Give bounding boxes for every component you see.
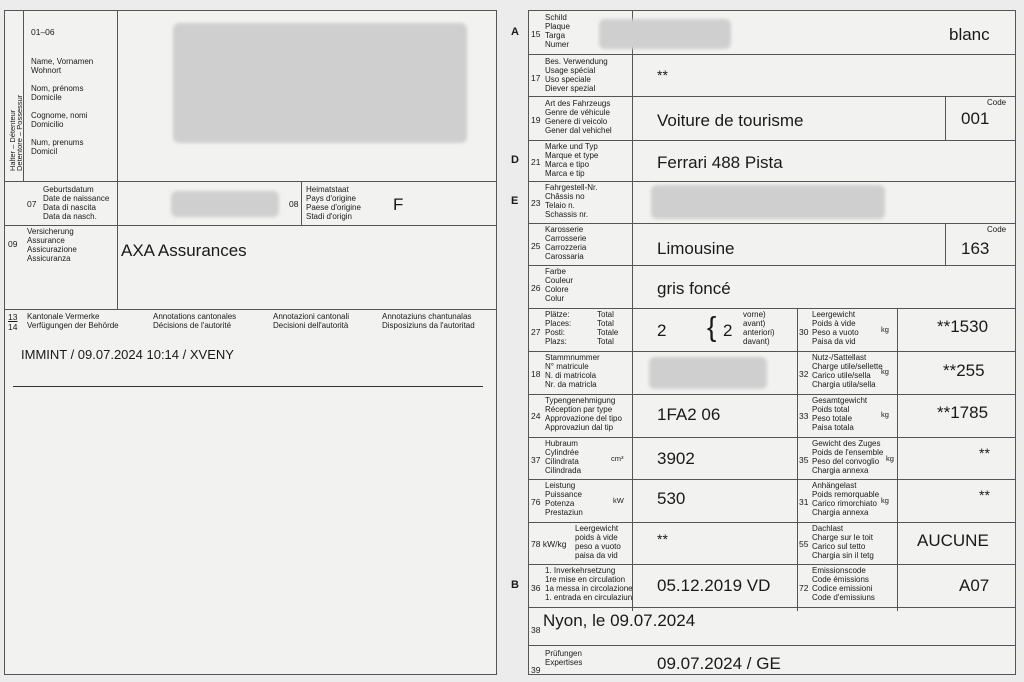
field-31-number: 31 [799,497,809,507]
field-72-label: Emissionscode Code émissions Codice emissioni Code d'emissiuns [812,566,875,602]
field-30-label: Leergewicht Poids à vide Peso a vuoto Paisa da vid [812,310,859,346]
registration-left-page [4,10,497,675]
plate-redacted [599,19,731,49]
field-09-label: Versicherung Assurance Assicurazione Assicuranza [27,227,77,263]
holder-name-redacted [173,23,467,143]
field-76-unit: kW [613,496,624,505]
field-14-number: 14 [8,322,18,332]
field-26-number: 26 [531,283,541,293]
field-0106-label: Name, Vornamen Wohnort Nom, prénoms Domicile Cognome, nomi Domicilio Num, prenums Domicil [31,57,94,156]
field-36-label: 1. Inverkehrsetzung 1re mise en circulation 1a messa in circolazione 1. entrada en circulaziun [545,566,633,602]
field-19-code: 001 [961,109,990,128]
field-31-value: ** [979,487,990,503]
field-18-label: Stammnummer N° matricule N. di matricola Nr. da matricla [545,353,600,389]
annotations-label-it: Annotazioni cantonali Decisioni dell'autorità [273,312,350,330]
annotations-value: IMMINT / 09.07.2024 10:14 / XVENY [21,347,234,362]
field-35-value: ** [979,445,990,461]
field-30-value: **1530 [937,317,989,336]
field-37-unit: cm³ [611,454,624,463]
field-33-number: 33 [799,411,809,421]
field-23-label: Fahrgestell-Nr. Châssis no Telaio n. Schassis nr. [545,183,598,219]
field-27-label-front: vorne) avant) anteriori) davant) [743,310,775,346]
registration-right-page [511,10,1016,675]
field-08-label: Heimatstaat Pays d'origine Paese d'origine Stadi d'origin [306,185,361,221]
field-30-unit: kg [881,325,889,334]
field-25-code: 163 [961,239,990,258]
field-09-value: AXA Assurances [121,241,247,260]
field-13-number: 13 [8,312,18,322]
field-25-label: Karosserie Carrosserie Carrozzeria Carossaria [545,225,587,261]
field-35-number: 35 [799,455,809,465]
field-25-number: 25 [531,241,541,251]
matricule-redacted [649,357,767,389]
field-19-value: Voiture de tourisme [657,111,804,130]
brace: { [707,311,717,342]
chassis-redacted [651,185,885,219]
field-27-value-front: 2 [723,321,733,340]
annotations-label-fr: Annotations cantonales Décisions de l'autorité [153,312,237,330]
field-08-number: 08 [289,199,299,209]
field-30-number: 30 [799,327,809,337]
field-39-number: 39 [531,665,541,675]
field-35-unit: kg [886,454,894,463]
field-26-label: Farbe Couleur Colore Colur [545,267,574,303]
field-21-value: Ferrari 488 Pista [657,153,783,172]
field-78-label: Leergewicht poids à vide peso a vuoto paisa da vid [575,524,621,560]
field-72-value: A07 [959,576,990,595]
field-38-value: Nyon, le 09.07.2024 [543,611,696,630]
field-36-number: 36 [531,583,541,593]
field-36-value: 05.12.2019 VD [657,576,771,595]
field-55-label: Dachlast Charge sur le toit Carico sul tetto Chargia sin il tetg [812,524,874,560]
field-17-number: 17 [531,73,541,83]
field-72-number: 72 [799,583,809,593]
field-19-label: Art des Fahrzeugs Genre de véhicule Genere di veicolo Gener dal vehichel [545,99,612,135]
field-15-label: Schild Plaque Targa Numer [545,13,570,49]
field-39-label: Prüfungen Expertises [545,649,583,667]
field-39-value: 09.07.2024 / GE [657,654,781,673]
annotations-label-rm: Annotaziuns chantunalas Disposiziuns da l'autoritad [382,312,475,330]
field-09-number: 09 [8,239,18,249]
field-15-value: blanc [949,25,990,44]
field-78-value: ** [657,531,668,547]
field-76-number: 76 [531,497,541,507]
field-25-code-label: Code [987,225,1007,234]
field-27-label: Plätze: Places: Posti: Plazs: [545,310,572,346]
field-24-value: 1FA2 06 [657,405,721,424]
field-33-unit: kg [881,410,889,419]
field-26-value: gris foncé [657,279,731,298]
field-19-code-label: Code [987,98,1007,107]
field-15-letter: A [511,26,519,38]
field-24-label: Typengenehmigung Réception par type Approvazione del tipo Approvaziun dal tip [545,396,622,432]
field-07-number: 07 [27,199,37,209]
field-17-value: ** [657,67,668,83]
field-37-number: 37 [531,455,541,465]
field-17-label: Bes. Verwendung Usage spécial Uso speciale Diever spezial [545,57,608,93]
field-07-label: Geburtsdatum Date de naissance Data di nascita Data da nasch. [43,185,110,221]
field-0106-number: 01–06 [31,27,55,37]
annotations-label-de: Kantonale Vermerke Verfügungen der Behörde [27,312,119,330]
field-18-number: 18 [531,369,541,379]
field-21-letter: D [511,154,519,166]
field-27-number: 27 [531,327,541,337]
holder-vertical-label-2: Detentore – Possessur [15,94,24,171]
field-25-value: Limousine [657,239,735,258]
field-76-value: 530 [657,489,686,508]
field-15-number: 15 [531,29,541,39]
field-27-value: 2 [657,321,667,340]
field-55-value: AUCUNE [917,531,989,550]
field-08-value: F [393,195,404,214]
field-37-value: 3902 [657,449,695,468]
field-24-number: 24 [531,411,541,421]
field-19-number: 19 [531,115,541,125]
field-35-label: Gewicht des Zuges Poids de l'ensemble Peso del convoglio Chargia annexa [812,439,884,475]
field-23-letter: E [511,195,519,207]
field-33-value: **1785 [937,403,989,422]
field-76-label: Leistung Puissance Potenza Prestaziun [545,481,583,517]
birthdate-redacted [171,191,279,217]
holder-vertical-label-1: Halter – Détenteur [8,109,17,171]
field-31-label: Anhängelast Poids remorquable Carico rimorchiato Chargia annexa [812,481,880,517]
field-33-label: Gesamtgewicht Poids total Peso totale Paisa totala [812,396,868,432]
field-55-number: 55 [799,539,809,549]
field-31-unit: kg [881,496,889,505]
field-36-letter: B [511,579,519,591]
field-23-number: 23 [531,198,541,208]
field-21-number: 21 [531,157,541,167]
field-27-label-total: Total Total Totale Total [597,310,619,346]
field-32-value: **255 [943,361,985,380]
field-32-label: Nutz-/Sattellast Charge utile/sellette Carico utile/sella Chargia utila/sella [812,353,883,389]
field-21-label: Marke und Typ Marque et type Marca e tipo Marca e tip [545,142,599,178]
field-32-unit: kg [881,367,889,376]
field-32-number: 32 [799,369,809,379]
field-37-label: Hubraum Cylindrée Cilindrata Cilindrada [545,439,582,475]
field-38-number: 38 [531,625,541,635]
field-78-number: 78 kW/kg [531,539,567,549]
